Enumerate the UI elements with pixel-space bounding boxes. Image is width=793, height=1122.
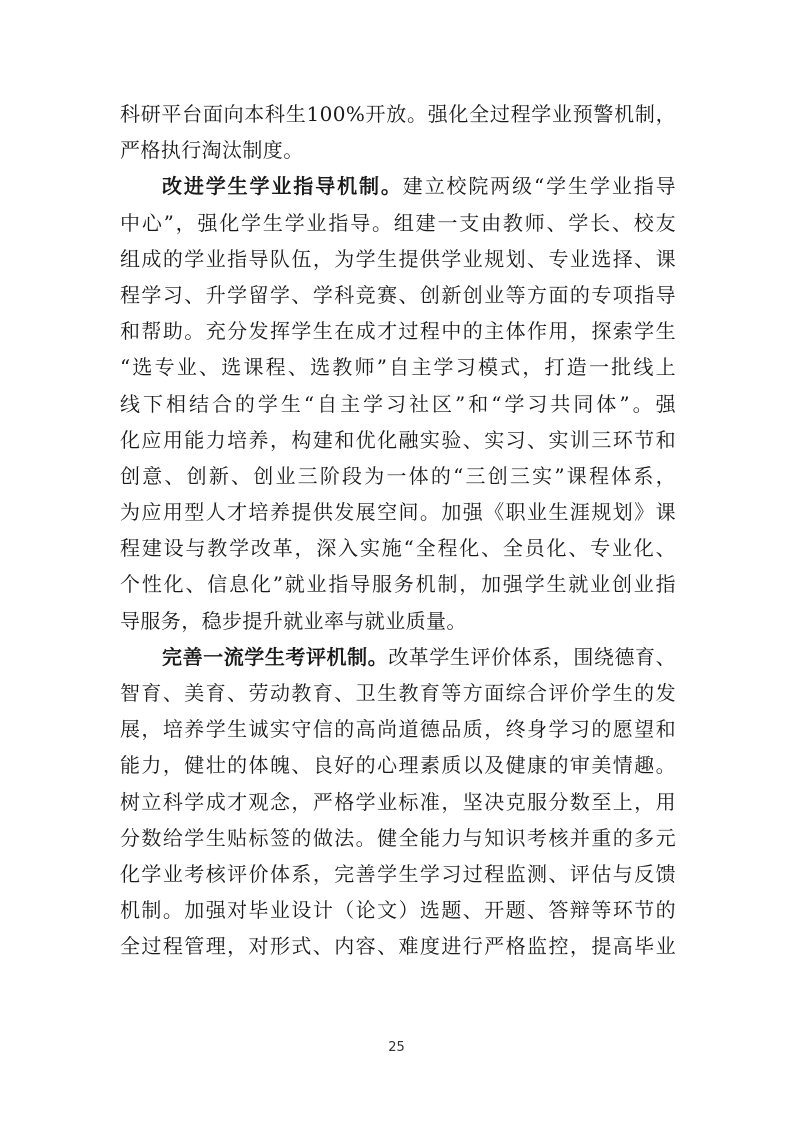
paragraph-first-line (120, 639, 676, 675)
text-line: 为应用型人才培养提供发展空间。加强《职业生涯规划》课 (120, 500, 676, 525)
text-line: 组成的学业指导队伍，为学生提供学业规划、专业选择、课 (120, 246, 676, 271)
text-line: 和帮助。充分发挥学生在成才过程中的主体作用，探索学生 (120, 319, 676, 344)
text-line: 能力，健壮的体魄、良好的心理素质以及健康的审美情趣。 (120, 753, 676, 778)
text-line: 树立科学成才观念，严格学业标准，坚决克服分数至上，用 (120, 789, 676, 814)
text-span: 改革学生评价体系，围绕德育、 (388, 644, 676, 669)
text-line: 严格执行淘汰制度。 (120, 138, 304, 163)
text-line: 创意、创新、创业三阶段为一体的“三创三实”课程体系， (120, 463, 676, 488)
text-line: 分数给学生贴标签的做法。健全能力与知识考核并重的多元 (120, 825, 676, 850)
paragraph-heading: 完善一流学生考评机制。 (162, 644, 389, 669)
text-line: 线下相结合的学生“自主学习社区”和“学习共同体”。强 (120, 391, 676, 416)
text-line: 科研平台面向本科生100%开放。强化全过程学业预警机制， (120, 102, 676, 126)
text-line: 化学业考核评价体系，完善学生学习过程监测、评估与反馈 (120, 861, 676, 886)
text-line: 导服务，稳步提升就业率与就业质量。 (120, 608, 467, 633)
text-line: 程建设与教学改革，深入实施“全程化、全员化、专业化、 (120, 536, 676, 561)
page-number: 25 (388, 1040, 405, 1055)
text-line: 全过程管理，对形式、内容、难度进行严格监控，提高毕业 (120, 934, 676, 959)
text-line: 机制。加强对毕业设计（论文）选题、开题、答辩等环节的 (120, 898, 676, 923)
text-line: 程学习、升学留学、学科竞赛、创新创业等方面的专项指导 (120, 282, 676, 307)
text-line: “选专业、选课程、选教师”自主学习模式，打造一批线上 (120, 355, 676, 380)
text-span: 建立校院两级“学生学业指导 (402, 174, 676, 199)
paragraph-heading: 改进学生学业指导机制。 (162, 174, 403, 199)
text-line: 中心”，强化学生学业指导。组建一支由教师、学长、校友 (120, 210, 676, 235)
text-line: 展，培养学生诚实守信的高尚道德品质，终身学习的愿望和 (120, 717, 676, 742)
text-line: 智育、美育、劳动教育、卫生教育等方面综合评价学生的发 (120, 681, 676, 705)
text-line: 化应用能力培养，构建和优化融实验、实习、实训三环节和 (120, 427, 676, 452)
body-text (120, 96, 676, 965)
text-line: 个性化、信息化”就业指导服务机制，加强学生就业创业指 (120, 572, 676, 597)
paragraph-first-line (120, 168, 676, 204)
